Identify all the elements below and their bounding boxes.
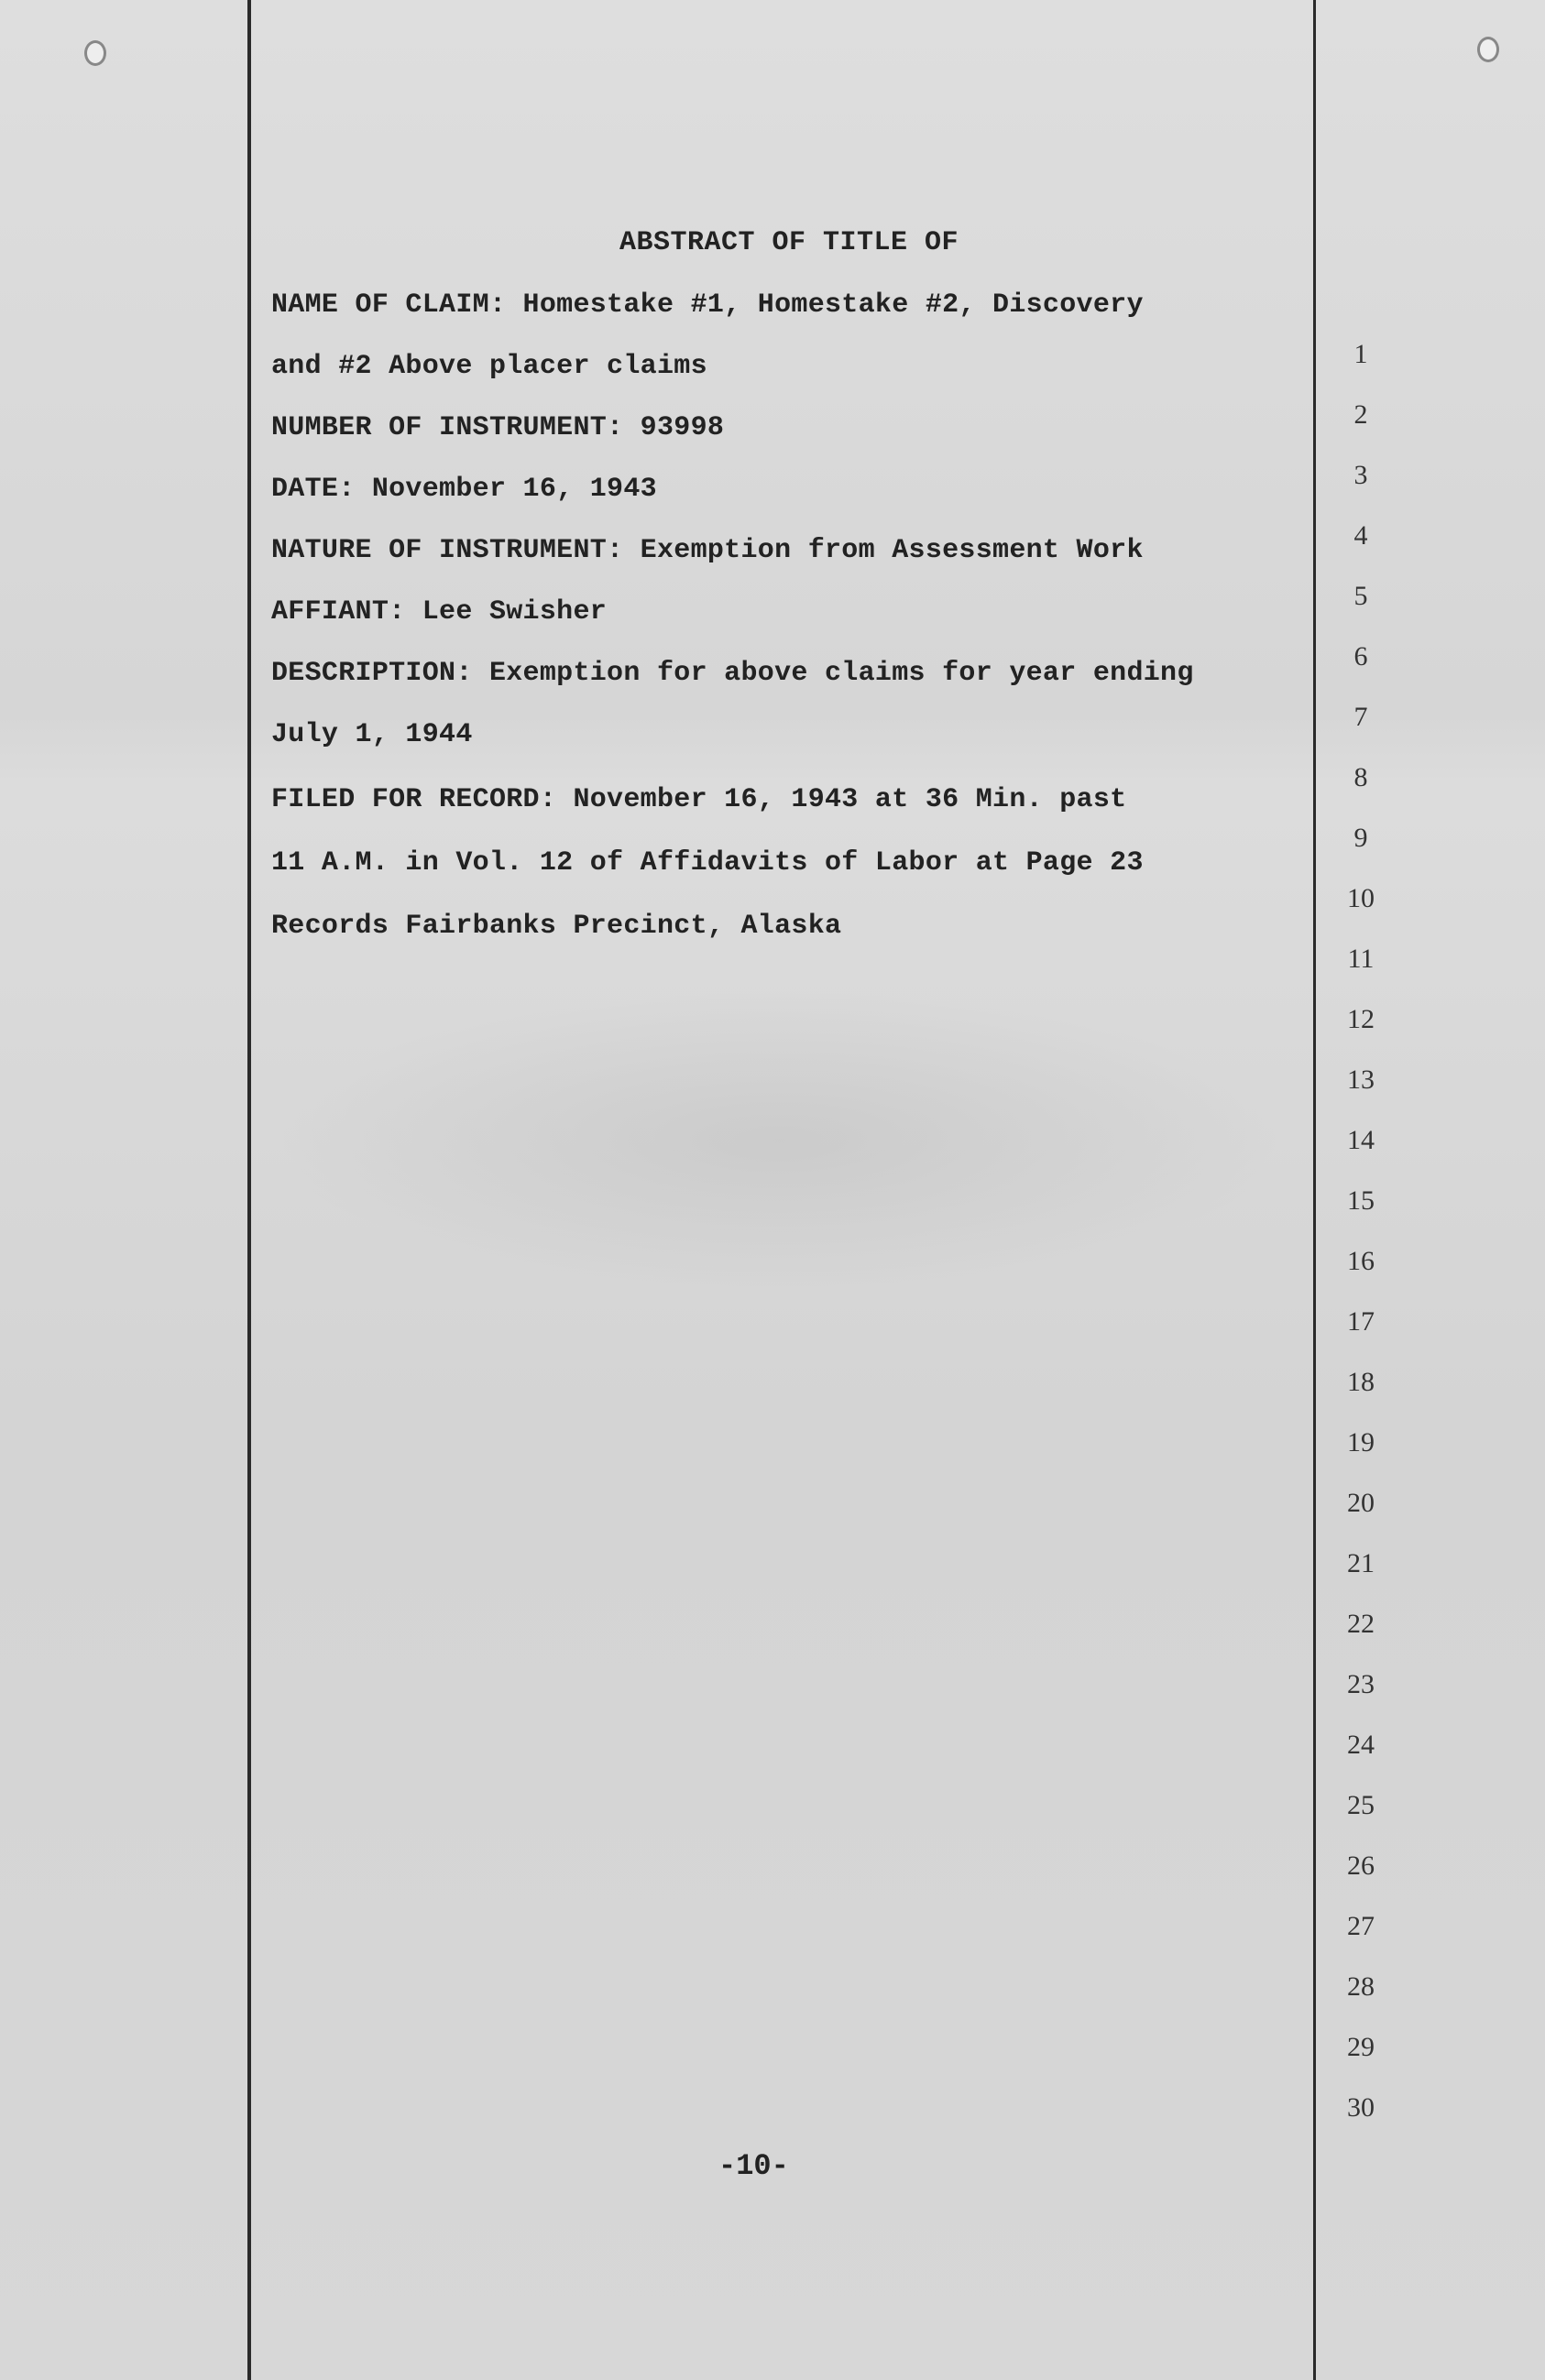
line-number: 25 [1347, 1790, 1375, 1820]
line-number: 7 [1353, 702, 1368, 732]
line-number: 18 [1347, 1367, 1375, 1397]
line-number: 27 [1347, 1911, 1375, 1941]
line-number: 20 [1347, 1488, 1375, 1518]
line-number: 2 [1353, 399, 1368, 430]
line-number: 12 [1347, 1004, 1375, 1034]
line-number: 17 [1347, 1306, 1375, 1337]
filed-for-record-continued-2: Records Fairbanks Precinct, Alaska [271, 911, 842, 942]
line-number: 14 [1347, 1125, 1375, 1155]
line-number: 24 [1347, 1730, 1375, 1760]
line-number: 21 [1347, 1548, 1375, 1578]
filed-for-record-line: FILED FOR RECORD: November 16, 1943 at 36 Min. past [271, 784, 1127, 815]
affiant-line: AFFIANT: Lee Swisher [271, 596, 608, 628]
nature-of-instrument-line: NATURE OF INSTRUMENT: Exemption from Assessment Work [271, 535, 1144, 566]
line-number: 16 [1347, 1246, 1375, 1276]
line-number: 11 [1347, 944, 1375, 974]
line-number: 10 [1347, 883, 1375, 913]
line-number: 26 [1347, 1851, 1375, 1881]
punch-hole-left [84, 40, 106, 66]
line-number: 15 [1347, 1185, 1375, 1216]
line-number: 23 [1347, 1669, 1375, 1699]
line-number: 30 [1347, 2092, 1375, 2123]
line-number: 9 [1353, 823, 1368, 853]
name-of-claim-continued: and #2 Above placer claims [271, 351, 707, 382]
line-number: 19 [1347, 1427, 1375, 1457]
line-number: 6 [1353, 641, 1368, 671]
punch-hole-right [1477, 37, 1499, 62]
description-line: DESCRIPTION: Exemption for above claims for year ending [271, 658, 1194, 689]
line-number: 13 [1347, 1064, 1375, 1095]
name-of-claim-line: NAME OF CLAIM: Homestake #1, Homestake #2, Discovery [271, 289, 1144, 321]
description-continued: July 1, 1944 [271, 719, 473, 750]
left-margin-rule [247, 0, 251, 2380]
number-of-instrument-line: NUMBER OF INSTRUMENT: 93998 [271, 412, 725, 443]
right-margin-rule [1313, 0, 1316, 2380]
date-line: DATE: November 16, 1943 [271, 474, 657, 505]
page-number: -10- [718, 2149, 789, 2183]
line-number: 5 [1353, 581, 1368, 611]
filed-for-record-continued-1: 11 A.M. in Vol. 12 of Affidavits of Labor at Page 23 [271, 847, 1144, 879]
line-number: 3 [1353, 460, 1368, 490]
page-smudge [275, 989, 1283, 1292]
line-number: 29 [1347, 2032, 1375, 2062]
document-title: ABSTRACT OF TITLE OF [619, 227, 959, 258]
line-number: 1 [1353, 339, 1368, 369]
line-number: 8 [1353, 762, 1368, 792]
line-number: 22 [1347, 1609, 1375, 1639]
line-number: 28 [1347, 1971, 1375, 2002]
line-number: 4 [1353, 520, 1368, 551]
